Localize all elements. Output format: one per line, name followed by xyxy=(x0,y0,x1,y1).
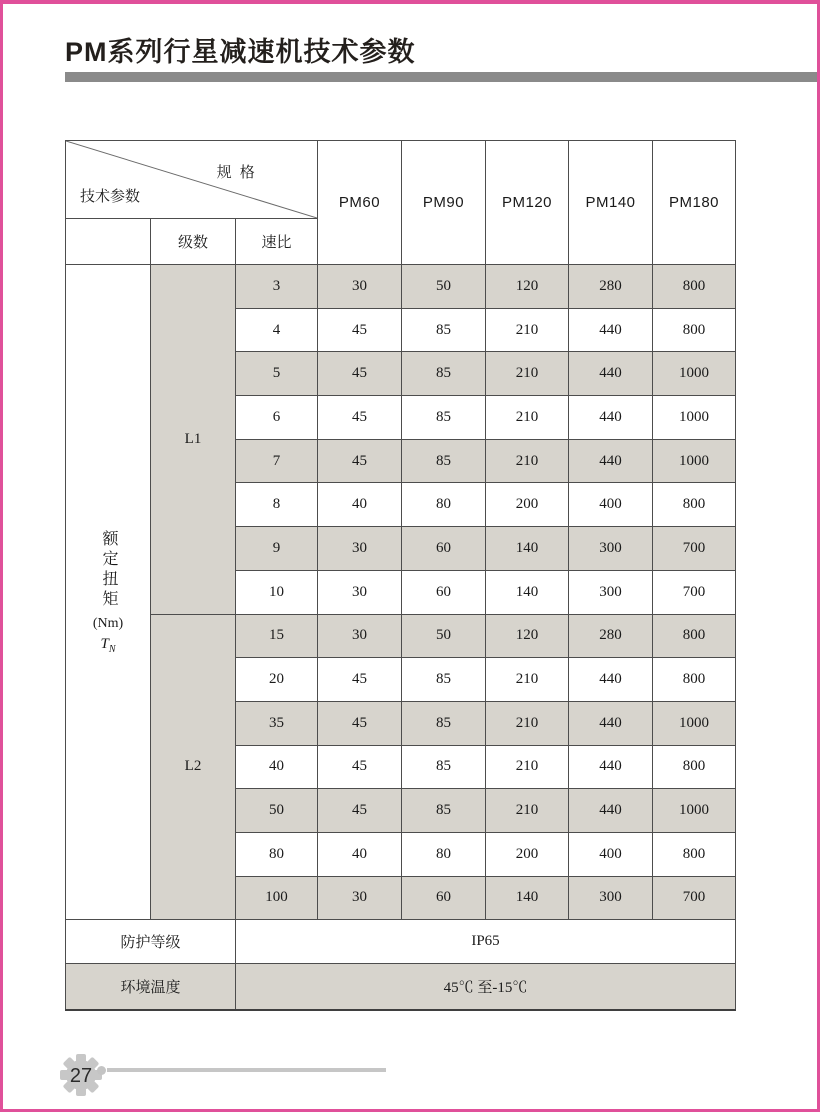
torque-value-cell: 1000 xyxy=(653,439,736,483)
ratio-header-label: 速比 xyxy=(236,219,318,265)
torque-value-cell: 45 xyxy=(318,308,402,352)
torque-value-cell: 210 xyxy=(486,439,569,483)
torque-value-cell: 1000 xyxy=(653,701,736,745)
ratio-cell: 5 xyxy=(236,352,318,396)
ambient-temperature-label: 环境温度 xyxy=(66,964,236,1010)
torque-value-cell: 210 xyxy=(486,352,569,396)
torque-value-cell: 440 xyxy=(569,352,653,396)
torque-symbol-subscript: N xyxy=(108,643,116,655)
torque-unit: (Nm) xyxy=(92,615,124,631)
ambient-temperature-row xyxy=(66,964,736,1010)
ratio-cell: 3 xyxy=(236,265,318,309)
table-row xyxy=(66,614,736,658)
torque-value-cell: 45 xyxy=(318,658,402,702)
torque-value-cell: 30 xyxy=(318,614,402,658)
torque-value-cell: 800 xyxy=(653,308,736,352)
torque-value-cell: 800 xyxy=(653,614,736,658)
ratio-cell: 35 xyxy=(236,701,318,745)
stage-cell-L2: L2 xyxy=(151,614,236,920)
torque-value-cell: 400 xyxy=(569,832,653,876)
param-header-label: 技术参数 xyxy=(80,188,141,205)
spec-header-label: 规 格 xyxy=(216,164,257,181)
torque-value-cell: 800 xyxy=(653,832,736,876)
protection-label: 防护等级 xyxy=(66,920,236,964)
torque-value-cell: 50 xyxy=(402,614,486,658)
torque-value-cell: 800 xyxy=(653,483,736,527)
torque-value-cell: 700 xyxy=(653,527,736,571)
ratio-cell: 8 xyxy=(236,483,318,527)
ratio-cell: 9 xyxy=(236,527,318,571)
ratio-cell: 80 xyxy=(236,832,318,876)
stage-header-label: 级数 xyxy=(151,219,236,265)
torque-value-cell: 210 xyxy=(486,308,569,352)
torque-value-cell: 700 xyxy=(653,570,736,614)
torque-value-cell: 85 xyxy=(402,396,486,440)
torque-value-cell: 50 xyxy=(402,265,486,309)
ratio-cell: 50 xyxy=(236,789,318,833)
ratio-cell: 10 xyxy=(236,570,318,614)
torque-value-cell: 60 xyxy=(402,527,486,571)
torque-label-cell xyxy=(66,265,151,920)
torque-value-cell: 300 xyxy=(569,527,653,571)
torque-value-cell: 40 xyxy=(318,483,402,527)
ambient-temperature-value: 45℃ 至-15℃ xyxy=(236,964,736,1010)
column-header-pm60: PM60 xyxy=(318,141,402,265)
torque-value-cell: 120 xyxy=(486,614,569,658)
torque-value-cell: 210 xyxy=(486,701,569,745)
torque-value-cell: 200 xyxy=(486,832,569,876)
torque-value-cell: 60 xyxy=(402,876,486,920)
torque-value-cell: 210 xyxy=(486,658,569,702)
torque-value-cell: 45 xyxy=(318,745,402,789)
torque-value-cell: 60 xyxy=(402,570,486,614)
torque-value-cell: 200 xyxy=(486,483,569,527)
torque-value-cell: 800 xyxy=(653,265,736,309)
torque-value-cell: 440 xyxy=(569,658,653,702)
torque-symbol xyxy=(100,636,115,655)
torque-value-cell: 30 xyxy=(318,265,402,309)
torque-value-cell: 85 xyxy=(402,308,486,352)
torque-value-cell: 45 xyxy=(318,701,402,745)
ratio-cell: 100 xyxy=(236,876,318,920)
torque-value-cell: 210 xyxy=(486,789,569,833)
page-title: PM系列行星减速机技术参数 xyxy=(65,37,416,67)
torque-value-cell: 85 xyxy=(402,439,486,483)
torque-value-cell: 140 xyxy=(486,876,569,920)
table-header xyxy=(66,141,736,265)
table-footer xyxy=(66,920,736,1010)
torque-value-cell: 45 xyxy=(318,396,402,440)
torque-value-cell: 440 xyxy=(569,308,653,352)
footer-line-dot-icon xyxy=(97,1066,106,1075)
torque-value-cell: 85 xyxy=(402,789,486,833)
ratio-cell: 7 xyxy=(236,439,318,483)
spec-table xyxy=(65,140,736,1011)
torque-value-cell: 300 xyxy=(569,570,653,614)
ratio-cell: 40 xyxy=(236,745,318,789)
torque-value-cell: 280 xyxy=(569,265,653,309)
diagonal-header-cell xyxy=(66,141,318,219)
title-underline-bar xyxy=(65,72,817,82)
torque-value-cell: 40 xyxy=(318,832,402,876)
ratio-cell: 4 xyxy=(236,308,318,352)
protection-row xyxy=(66,920,736,964)
torque-value-cell: 45 xyxy=(318,439,402,483)
torque-value-cell: 210 xyxy=(486,396,569,440)
column-header-pm90: PM90 xyxy=(402,141,486,265)
torque-value-cell: 30 xyxy=(318,876,402,920)
torque-value-cell: 440 xyxy=(569,701,653,745)
protection-value: IP65 xyxy=(236,920,736,964)
gear-icon xyxy=(58,1052,104,1098)
torque-value-cell: 400 xyxy=(569,483,653,527)
torque-value-cell: 45 xyxy=(318,352,402,396)
blank-header-cell xyxy=(66,219,151,265)
torque-value-cell: 140 xyxy=(486,570,569,614)
torque-value-cell: 440 xyxy=(569,789,653,833)
ratio-cell: 20 xyxy=(236,658,318,702)
torque-symbol-letter: T xyxy=(100,635,109,652)
torque-value-cell: 85 xyxy=(402,745,486,789)
ratio-cell: 15 xyxy=(236,614,318,658)
torque-value-cell: 800 xyxy=(653,658,736,702)
torque-value-cell: 80 xyxy=(402,832,486,876)
torque-value-cell: 1000 xyxy=(653,396,736,440)
torque-value-cell: 280 xyxy=(569,614,653,658)
torque-value-cell: 85 xyxy=(402,658,486,702)
diagonal-line xyxy=(66,141,317,218)
torque-value-cell: 1000 xyxy=(653,789,736,833)
torque-value-cell: 1000 xyxy=(653,352,736,396)
torque-value-cell: 45 xyxy=(318,789,402,833)
torque-value-cell: 440 xyxy=(569,396,653,440)
torque-value-cell: 120 xyxy=(486,265,569,309)
column-header-pm180: PM180 xyxy=(653,141,736,265)
stage-cell-L1: L1 xyxy=(151,265,236,615)
column-header-pm120: PM120 xyxy=(486,141,569,265)
torque-value-cell: 440 xyxy=(569,439,653,483)
table-row xyxy=(66,265,736,309)
torque-value-cell: 85 xyxy=(402,352,486,396)
torque-value-cell: 210 xyxy=(486,745,569,789)
torque-value-cell: 30 xyxy=(318,570,402,614)
torque-value-cell: 80 xyxy=(402,483,486,527)
torque-value-cell: 440 xyxy=(569,745,653,789)
torque-value-cell: 800 xyxy=(653,745,736,789)
torque-value-cell: 30 xyxy=(318,527,402,571)
torque-value-cell: 85 xyxy=(402,701,486,745)
torque-value-cell: 300 xyxy=(569,876,653,920)
table-body xyxy=(66,265,736,920)
header-row xyxy=(66,141,736,219)
footer-rule xyxy=(107,1068,386,1072)
column-header-pm140: PM140 xyxy=(569,141,653,265)
torque-value-cell: 700 xyxy=(653,876,736,920)
torque-label-vertical: 额定扭矩 xyxy=(100,529,117,610)
ratio-cell: 6 xyxy=(236,396,318,440)
torque-value-cell: 140 xyxy=(486,527,569,571)
page-number: 27 xyxy=(69,1065,93,1087)
